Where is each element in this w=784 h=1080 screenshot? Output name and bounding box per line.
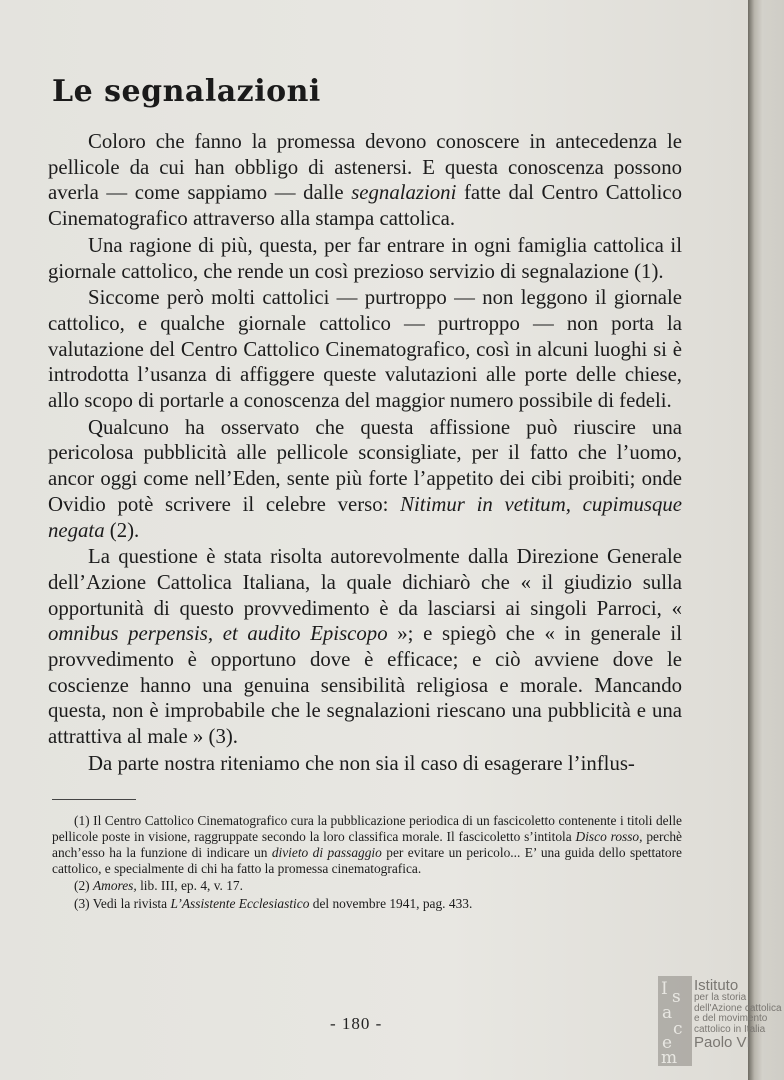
isacem-logo-icon	[658, 976, 692, 1066]
italic-text: divieto di passaggio	[271, 844, 382, 860]
watermark-line: cattolico in Italia	[694, 1023, 766, 1035]
isacem-watermark	[658, 976, 780, 1068]
footnote: (3) Vedi la rivista L’Assistente Ecclesiastico del novembre 1941, pag. 433.	[74, 895, 473, 911]
paragraph: Da parte nostra riteniamo che non sia il caso di esagerare l’influs-	[88, 751, 635, 775]
page-content	[48, 74, 682, 912]
footnote: (1) Il Centro Cattolico Cinematografico cura la pubblicazione periodica di un fascicoletto contenente i titoli delle pellicole poste in visione, raggruppate secondo la loro classifica morale. Il fascicoletto s’intitola Disco rosso, perchè anch’esso ha la funzione di indicare un divieto di passaggio per evitare un pericolo... E’ una guida dello spettatore cattolico, e specialmente di chi ha fatto la promessa cinematografica.	[52, 812, 682, 877]
watermark-line: Istituto	[694, 977, 739, 994]
svg-text:e: e	[662, 1033, 673, 1053]
watermark-line: e del movimento	[694, 1013, 768, 1025]
italic-text: segnalazioni	[351, 181, 457, 205]
svg-text:I: I	[661, 979, 668, 999]
watermark-line: dell'Azione cattolica	[694, 1002, 782, 1014]
italic-text: Nitimur in vetitum, cupimusque negata	[48, 492, 682, 542]
body-text	[48, 129, 682, 777]
italic-text: Amores,	[92, 878, 137, 894]
page-edge	[748, 0, 784, 1080]
svg-text:m: m	[661, 1048, 678, 1066]
paragraph: Qualcuno ha osservato che questa affissione può riuscire una pericolosa pubblicità alle pellicole sconsigliate, per il fatto che l’uomo, ancor oggi come nell’Eden, sente più forte l’appetito dei cibi proibiti; onde Ovidio potè scrivere il celebre verso: Nitimur in vetitum, cupimusque negata (2).	[48, 415, 682, 542]
svg-text:c: c	[673, 1019, 683, 1039]
paragraph: Coloro che fanno la promessa devono conoscere in antecedenza le pellicole da cui han obbligo di astenersi. E questa conoscenza possono averla — come sappiamo — dalle segnalazioni fatte dal Centro Cattolico Cinematografico attraverso alla stampa cattolica.	[48, 130, 682, 231]
italic-text: L’Assistente Ecclesiastico	[170, 895, 310, 911]
footnotes	[52, 813, 682, 912]
page-number: - 180 -	[330, 1014, 383, 1033]
watermark-line: per la storia	[694, 992, 747, 1003]
italic-text: omnibus perpensis, et audito Episcopo	[48, 622, 388, 646]
svg-text:s: s	[672, 987, 681, 1007]
paragraph: Siccome però molti cattolici — purtroppo — non leggono il giornale cattolico, e qualche giornale cattolico — purtroppo — non porta la valutazione del Centro Cattolico Cinematografico, così in alcuni luoghi si è introdotta l’usanza di affiggere queste valutazioni alle porte delle chiese, allo scopo di portarle a conoscenza del maggior numero possibile di fedeli.	[48, 286, 682, 413]
paragraph: Una ragione di più, questa, per far entrare in ogni famiglia cattolica il giornale cattolico, che rende un così prezioso servizio di segnalazione (1).	[48, 233, 682, 283]
footnote: (2) Amores, lib. III, ep. 4, v. 17.	[74, 878, 243, 894]
footnote-divider	[52, 799, 136, 800]
paragraph: La questione è stata risolta autorevolmente dalla Direzione Generale dell’Azione Cattolica Italiana, la quale dichiarò che « il giudizio sulla opportunità di questo provvedimento è da lasciarsi ai singoli Parroci, « omnibus perpensis, et audito Episcopo »; e spiegò che « in generale il provvedimento è opportuno dove è efficace; e ciò avviene dove le coscienze hanno una genuina sensibilità religiosa e morale. Mancando questa, non è improbabile che le segnalazioni riescano una pubblicità e una attrattiva al male » (3).	[48, 545, 682, 749]
watermark-line: Paolo VI	[694, 1034, 751, 1052]
italic-text: Disco rosso,	[575, 828, 643, 844]
watermark-text	[694, 978, 782, 1051]
section-heading: Le segnalazioni	[52, 74, 321, 109]
svg-text:a: a	[662, 1003, 673, 1023]
